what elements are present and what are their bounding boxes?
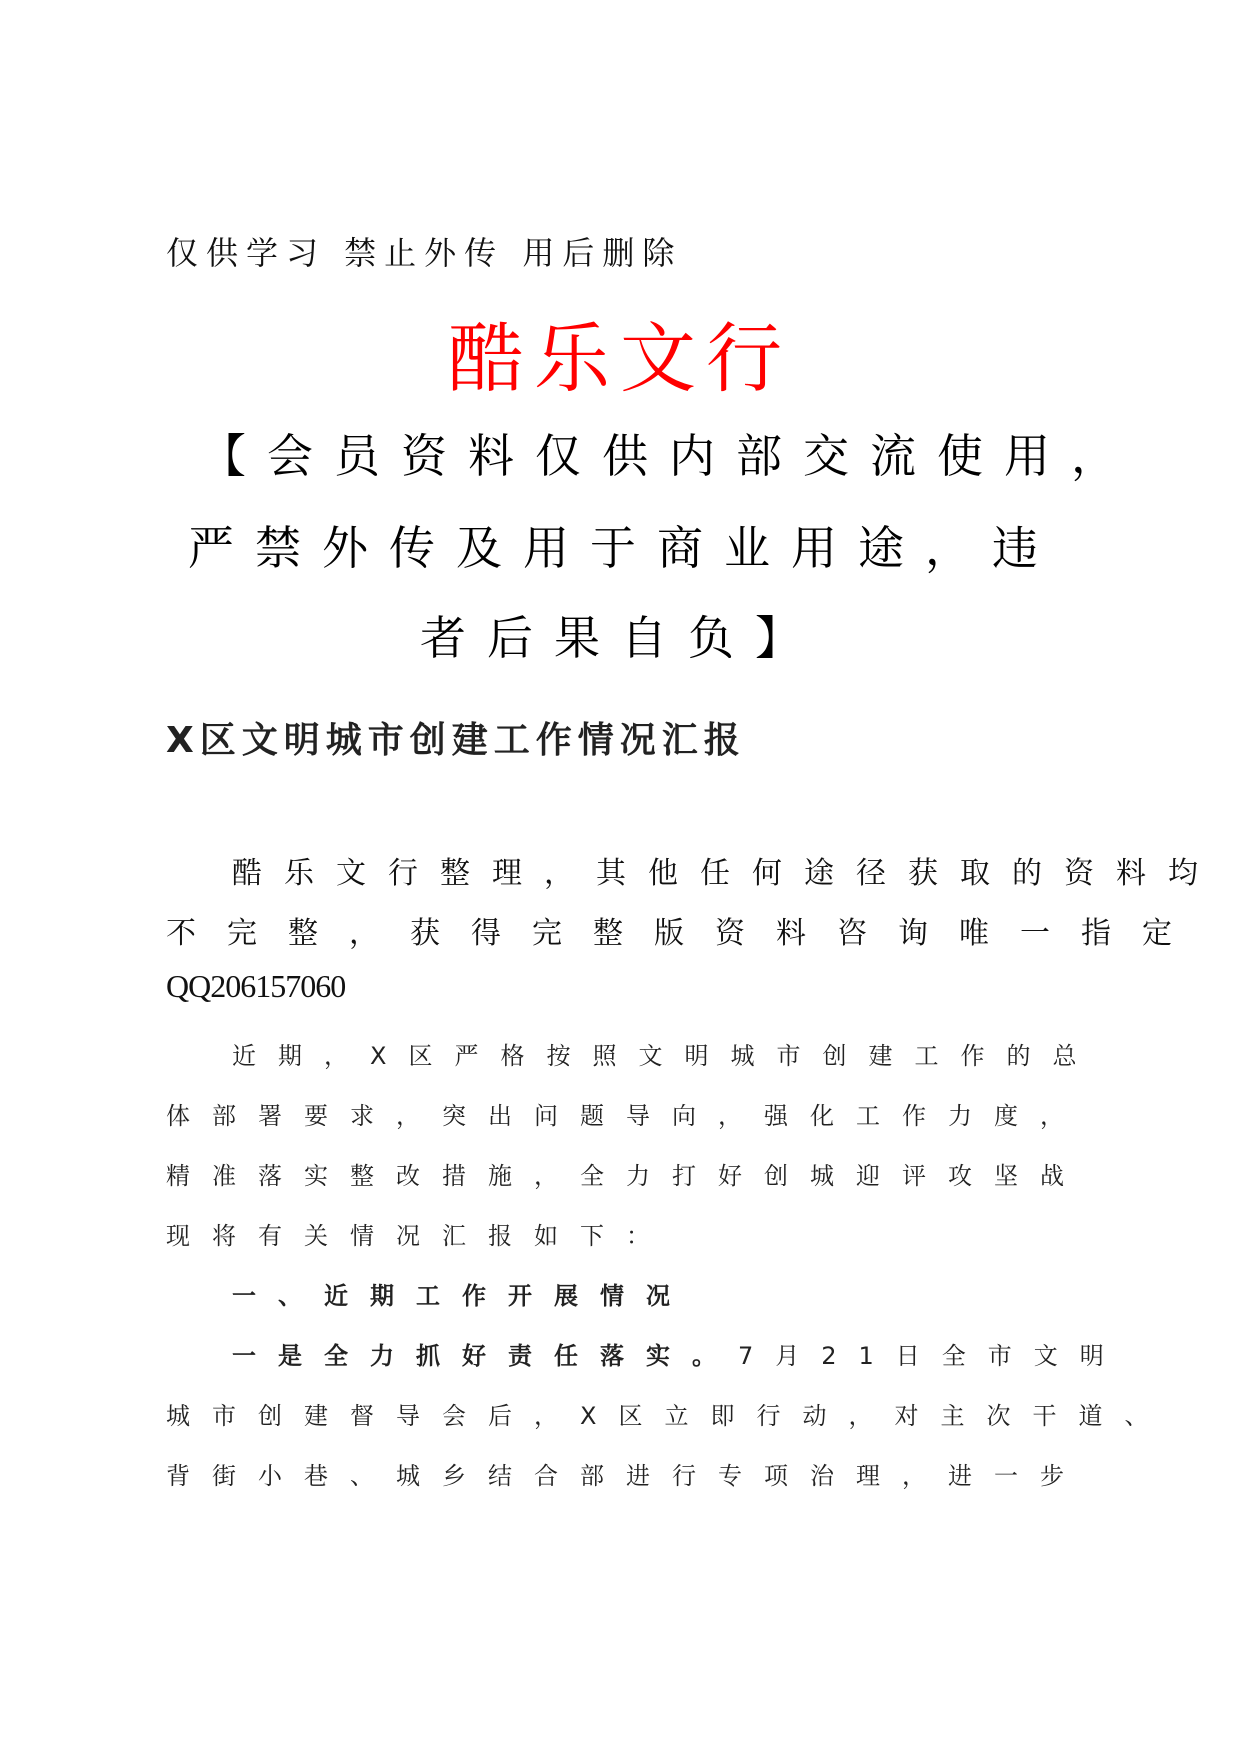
- brand-title: 酷乐文行: [448, 314, 792, 403]
- source-note-line-1: 酷乐文行整理，其他任何途径获取的资料均: [232, 856, 1220, 891]
- paragraph-line-3: 背街小巷、城乡结合部进行专项治理，进一步: [166, 1462, 1086, 1490]
- disclaimer-line-3: 者后果自负】: [420, 611, 822, 665]
- section-heading: 一、近期工作开展情况: [232, 1282, 692, 1310]
- document-title: X区文明城市创建工作情况汇报: [166, 720, 746, 761]
- paragraph-first-line: [232, 1336, 1126, 1371]
- intro-line-3: 精准落实整改措施，全力打好创城迎评攻坚战: [166, 1162, 1086, 1190]
- contact-qq: QQ206157060: [166, 968, 346, 1004]
- paragraph-lead: 一是全力抓好责任落实。: [232, 1342, 738, 1370]
- paragraph-first-line-rest: 7月21日全市文明: [738, 1342, 1126, 1370]
- intro-line-4: 现将有关情况汇报如下：: [166, 1222, 672, 1250]
- disclaimer-line-1: 【会员资料仅供内部交流使用，: [200, 429, 1138, 483]
- intro-line-1: 近期，X区严格按照文明城市创建工作的总: [232, 1042, 1099, 1070]
- source-note-line-2: 不完整，获得完整版资料咨询唯一指定: [166, 916, 1203, 951]
- disclaimer-line-2: 严禁外传及用于商业用途，违: [188, 521, 1059, 575]
- intro-line-2: 体部署要求，突出问题导向，强化工作力度，: [166, 1102, 1086, 1130]
- paragraph-line-2: 城市创建督导会后，X区立即行动，对主次干道、: [166, 1402, 1171, 1430]
- usage-notice: 仅供学习 禁止外传 用后删除: [166, 234, 683, 272]
